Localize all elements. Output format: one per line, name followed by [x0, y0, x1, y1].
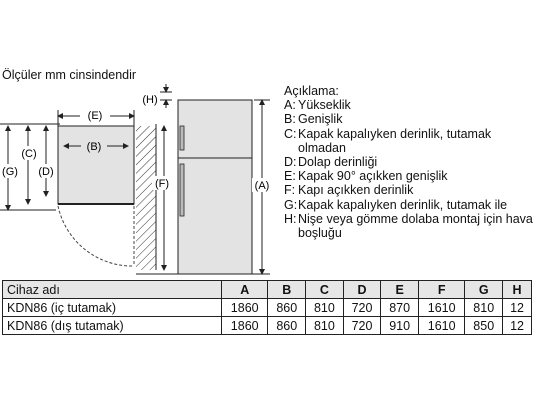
table-cell: 1610 [418, 317, 464, 335]
table-cell: 810 [465, 299, 503, 317]
table-cell: 910 [381, 317, 419, 335]
table-cell: 1860 [222, 317, 268, 335]
header-D: D [343, 281, 381, 299]
table-cell: 810 [306, 299, 344, 317]
header-H: H [503, 281, 532, 299]
legend-key: F: [284, 183, 296, 198]
wall-hatch [136, 126, 156, 270]
side-view [136, 84, 274, 274]
legend-desc: Kapı açıkken derinlik [298, 183, 414, 198]
legend-item [284, 183, 536, 197]
legend-item [284, 169, 536, 183]
cell-device-name: KDN86 (dış tutamak) [3, 317, 222, 335]
table-cell: 1610 [418, 299, 464, 317]
header-C: C [306, 281, 344, 299]
table-cell: 860 [268, 299, 306, 317]
legend-item [284, 98, 536, 112]
dimension-diagram [0, 80, 284, 276]
table-cell: 860 [268, 317, 306, 335]
table-cell: 810 [306, 317, 344, 335]
label-H: (H) [142, 94, 158, 106]
table-cell: 12 [503, 299, 532, 317]
fridge-handle [180, 164, 184, 216]
legend-item [284, 155, 536, 169]
fridge-top-view-body [58, 126, 134, 204]
table-row [3, 299, 532, 317]
table-cell: 720 [343, 299, 381, 317]
table-cell: 720 [343, 317, 381, 335]
label-G: (G) [2, 166, 18, 178]
table-cell: 870 [381, 299, 419, 317]
legend-desc: Yükseklik [298, 98, 351, 113]
cell-device-name: KDN86 (iç tutamak) [3, 299, 222, 317]
header-A: A [222, 281, 268, 299]
legend-key: H: [284, 211, 297, 226]
table-cell: 12 [503, 317, 532, 335]
legend-desc: Kapak kapalıyken derinlik, tutamak olmadan [298, 126, 492, 155]
legend-desc: Kapak 90° açıkken genişlik [298, 169, 448, 184]
fridge-side-view-body [178, 100, 252, 274]
label-D: (D) [38, 166, 54, 178]
header-F: F [418, 281, 464, 299]
header-device-name: Cihaz adı [3, 281, 222, 299]
legend-item [284, 212, 536, 240]
legend-desc: Dolap derinliği [298, 155, 378, 170]
label-A: (A) [254, 180, 270, 192]
label-C: (C) [21, 148, 37, 160]
label-E: (E) [87, 110, 103, 122]
legend [284, 84, 536, 240]
door-swing-arc [58, 206, 134, 266]
legend-desc: Kapak kapalıyken derinlik, tutamak ile [298, 197, 508, 212]
legend-key: A: [284, 98, 296, 113]
dimensions-table [2, 280, 532, 335]
legend-desc: Genişlik [298, 112, 343, 127]
table-row [3, 317, 532, 335]
table-cell: 850 [465, 317, 503, 335]
label-F: (F) [154, 178, 170, 190]
unit-note: Ölçüler mm cinsindendir [2, 68, 137, 82]
legend-desc: Nişe veya gömme dolaba montaj için hava boşluğu [298, 211, 533, 241]
top-view [0, 108, 134, 266]
header-G: G [465, 281, 503, 299]
table-cell: 1860 [222, 299, 268, 317]
legend-key: E: [284, 169, 296, 184]
table-header-row [3, 281, 532, 299]
header-E: E [381, 281, 419, 299]
legend-item [284, 198, 536, 212]
legend-item [284, 112, 536, 126]
legend-key: G: [284, 197, 298, 212]
legend-key: D: [284, 155, 297, 170]
freezer-handle [180, 126, 184, 150]
legend-key: B: [284, 112, 296, 127]
legend-title: Açıklama: [284, 84, 339, 98]
legend-item [284, 127, 536, 155]
label-B: (B) [86, 141, 102, 153]
legend-key: C: [284, 126, 297, 141]
header-B: B [268, 281, 306, 299]
